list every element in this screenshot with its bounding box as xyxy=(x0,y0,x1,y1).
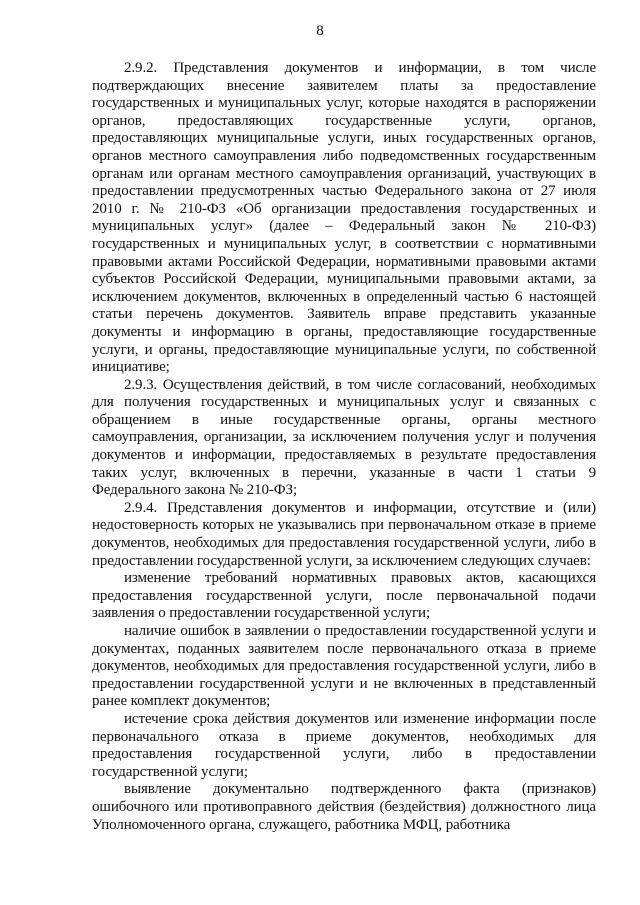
paragraph-case-misconduct: выявление документально подтвержденного факта (признаков) ошибочного или противоправного действия (бездействия) должностного лица Уполномоченного органа, служащего, работника МФЦ, работника xyxy=(92,781,596,833)
paragraph-2-9-2: 2.9.2. Представления документов и информации, в том числе подтверждающих внесение заявителем платы за предоставление государственных и муниципальных услуг, которые находятся в распоряжении органов, предоставляющих государственные услуги, органов, предоставляющих муниципальные услуги, иных государственных органов, органов местного самоуправления либо подведомственных государственным органам или органам местного самоуправления организаций, участвующих в предоставлении предусмотренных частью Федерального закона от 27 июля 2010 г. № 210-ФЗ «Об организации предоставления государственных и муниципальных услуг» (далее – Федеральный закон № 210-ФЗ) государственных и муниципальных услуг, в соответствии с нормативными правовыми актами Российской Федерации, нормативными правовыми актами субъектов Российской Федерации, муниципальными правовыми актами, за исключением документов, включенных в определенный частью 6 настоящей статьи перечень документов. Заявитель вправе представить указанные документы и информацию в органы, предоставляющие государственные услуги, и органы, предоставляющие муниципальные услуги, по собственной инициативе; xyxy=(92,60,596,376)
document-body xyxy=(92,60,596,834)
paragraph-2-9-4: 2.9.4. Представления документов и информации, отсутствие и (или) недостоверность которых не указывались при первоначальном отказе в приеме документов, необходимых для предоставления государственной услуги, либо в предоставлении государственной услуги, за исключением следующих случаев: xyxy=(92,499,596,569)
paragraph-2-9-3: 2.9.3. Осуществления действий, в том числе согласований, необходимых для получения государственных и муниципальных услуг и связанных с обращением в иные государственные органы, органы местного самоуправления, организации, за исключением получения услуг и получения документов и информации, предоставляемых в результате предоставления таких услуг, включенных в перечни, указанные в части 1 статьи 9 Федерального закона № 210-ФЗ; xyxy=(92,376,596,499)
paragraph-case-requirements-change: изменение требований нормативных правовых актов, касающихся предоставления государственной услуги, после первоначальной подачи заявления о предоставлении государственной услуги; xyxy=(92,570,596,622)
paragraph-case-expiry: истечение срока действия документов или изменение информации после первоначального отказа в приеме документов, необходимых для предоставления государственной услуги, либо в предоставлении государственной услуги; xyxy=(92,710,596,780)
paragraph-case-errors: наличие ошибок в заявлении о предоставлении государственной услуги и документах, поданных заявителем после первоначального отказа в приеме документов, необходимых для предоставления государственной услуги, либо в предоставлении государственной услуги и не включенных в представленный ранее комплект документов; xyxy=(92,623,596,710)
page-number: 8 xyxy=(316,23,324,39)
